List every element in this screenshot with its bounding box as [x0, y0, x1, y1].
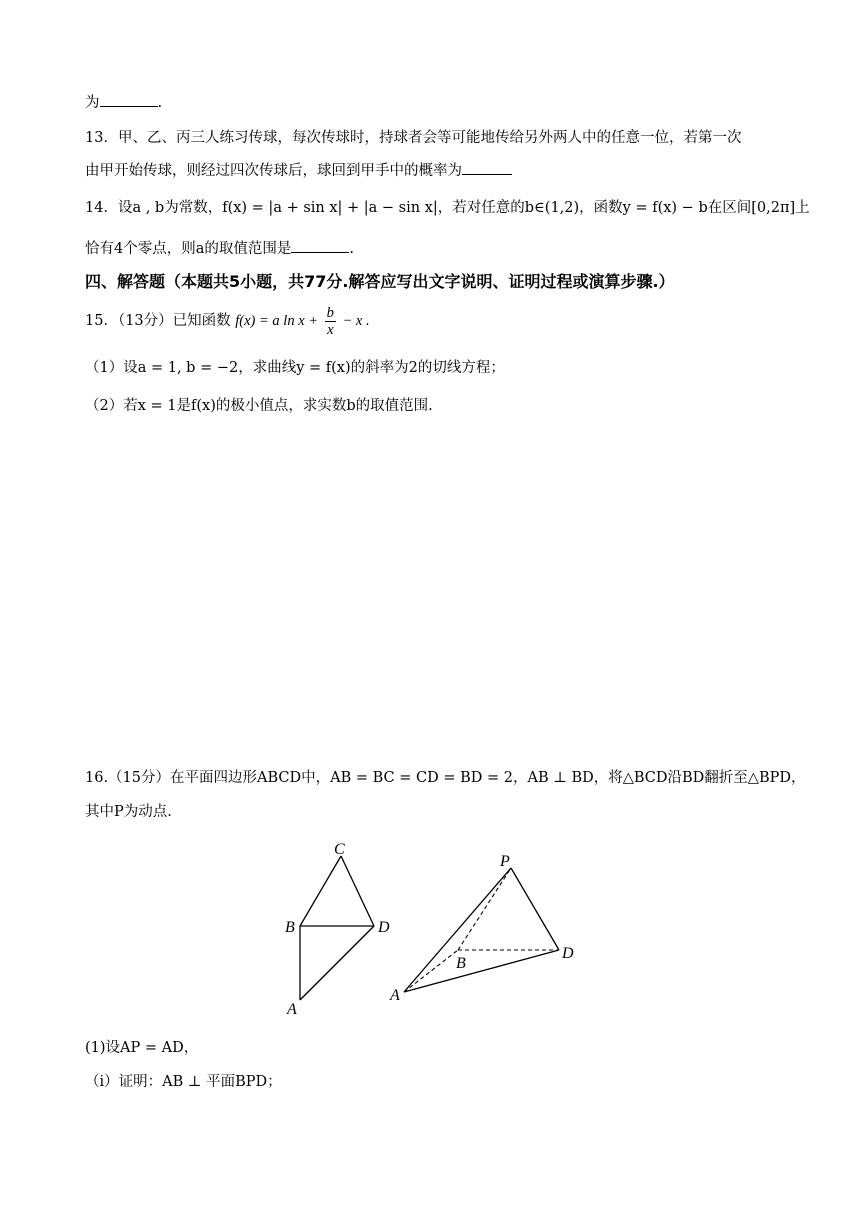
q16-figures [0, 830, 860, 1030]
q15-fraction [325, 305, 336, 338]
q16-line-2: 其中P为动点. [85, 804, 172, 820]
q15-frac-num: b [326, 304, 334, 321]
q13-line-2 [85, 160, 512, 181]
edge-ap [404, 868, 511, 992]
figure-tetrahedron [389, 853, 574, 1004]
edge-bp-hidden [458, 868, 511, 950]
label-c: C [334, 841, 345, 858]
q15-func-rhs: − x . [342, 313, 370, 329]
q15-stem [85, 304, 370, 338]
q15-frac-den: x [327, 321, 334, 338]
q12-answer-blank[interactable] [100, 92, 158, 107]
q16-part-1-i: （ⅰ）证明：AB ⊥ 平面BPD； [85, 1074, 282, 1090]
q14-line-1: 14．设a , b为常数，f(x) = |a + sin x| + |a − sin x|，若对任意的b∈(1,2)，函数y = f(x) − b在区间[0,2π]上 [85, 200, 810, 216]
q12-suffix: . [157, 95, 163, 111]
q14-text: 恰有4个零点，则a的取值范围是 [85, 241, 292, 257]
label-b: B [456, 955, 466, 972]
q14-answer-blank[interactable] [291, 238, 349, 253]
edge-ad [404, 950, 559, 992]
q15-part-1: （1）设a = 1, b = −2，求曲线y = f(x)的斜率为2的切线方程； [85, 360, 505, 376]
label-p: P [500, 853, 510, 870]
figure-planar-quadrilateral [285, 841, 390, 1018]
q13-answer-blank[interactable] [462, 160, 512, 175]
q13-text: 由甲开始传球，则经过四次传球后，球回到甲手中的概率为 [85, 163, 462, 179]
q15-func-lhs: f(x) = a ln x + [235, 313, 319, 329]
q14-line-2 [85, 238, 354, 259]
label-a: A [287, 1001, 297, 1018]
edge-bc [300, 856, 341, 926]
q15-intro: 15．（13分）已知函数 [85, 313, 231, 329]
edge-ad [300, 926, 374, 1000]
q16-line-1: 16.（15分）在平面四边形ABCD中，AB = BC = CD = BD = 2，AB ⊥ BD，将△BCD沿BD翻折至△BPD， [85, 770, 806, 786]
label-d: D [378, 919, 390, 936]
q12-answer-line [85, 92, 162, 113]
edge-pd [511, 868, 559, 950]
edge-ab-hidden [404, 950, 458, 992]
q16-part-1: (1)设AP = AD， [85, 1040, 199, 1056]
edge-cd [341, 856, 374, 926]
q13-line-1: 13．甲、乙、丙三人练习传球，每次传球时，持球者会等可能地传给另外两人中的任意一位，若第一次 [85, 130, 742, 146]
q15-part-2: （2）若x = 1是f(x)的极小值点，求实数b的取值范围. [85, 398, 433, 414]
label-b: B [285, 919, 295, 936]
label-d: D [562, 945, 574, 962]
q14-suffix: . [349, 241, 354, 257]
section-4-heading: 四、解答题（本题共5小题，共77分.解答应写出文字说明、证明过程或演算步骤.） [85, 272, 675, 291]
label-a: A [390, 987, 400, 1004]
q12-prefix: 为 [85, 95, 100, 111]
